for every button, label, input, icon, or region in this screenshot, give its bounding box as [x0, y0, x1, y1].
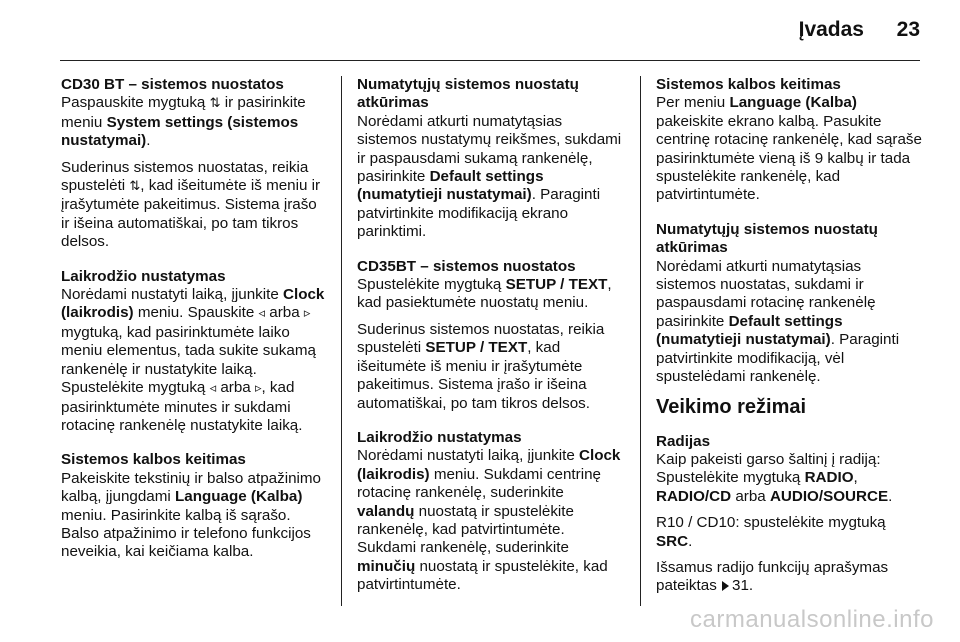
subheading: Radijas	[656, 432, 711, 450]
button-term: SRC	[656, 532, 689, 550]
column-middle	[357, 76, 625, 603]
page-number: 23	[896, 18, 920, 41]
paragraph: Sistemos kalbos keitimas Pakeiskite tekstinių ir balso atpažinimo kalbą, įjungdami Language (Kalba) meniu. Pasirinkite kalbą iš sąrašo. Balso atpažinimo ir telefono funkcijos neveikia, kai keičiama kalba.	[61, 451, 329, 561]
arrow-right-icon: ▹	[303, 306, 311, 322]
menu-term: Language (Kalba)	[174, 488, 303, 506]
paragraph: R10 / CD10: spustelėkite mygtuką SRC.	[656, 514, 886, 550]
arrow-right-icon: ▹	[254, 381, 262, 397]
menu-term: Language (Kalba)	[729, 94, 857, 112]
arrow-left-icon: ◃	[258, 306, 266, 322]
paragraph: Numatytųjų sistemos nuostatų atkūrimas Norėdami atkurti numatytąsias sistemos nustatymų reikšmes, sukdami ir paspausdami sukamą rankenėlę, pasirinkite Default settings (numatytieji nustatymai). Paraginti patvirtinkite modifikaciją ekrano parinktimi.	[357, 76, 625, 242]
column-right	[656, 76, 924, 604]
button-term: SETUP / TEXT	[505, 276, 608, 294]
paragraph: Suderinus sistemos nuostatas, reikia spustelėti ⇅, kad išeitumėte iš meniu ir įrašytumėte pakeitimus. Sistema įrašo ir išeina automatiškai, po tam tikros delsos.	[61, 158, 321, 251]
menu-term: Default settings (numatytieji nustatymai)	[357, 168, 544, 204]
menu-term: Default settings (numatytieji nustatymai)	[656, 312, 843, 349]
menu-term: Clock (laikrodis)	[61, 286, 325, 322]
paragraph: CD35BT – sistemos nuostatos Spustelėkite mygtuką SETUP / TEXT, kad pasiektumėte nuostatų meniu.	[357, 258, 625, 313]
paragraph: Laikrodžio nustatymas Norėdami nustatyti laiką, įjunkite Clock (laikrodis) meniu. Sukdami centrinę rotacinę rankenėlę, suderinkite valandų nuostatą ir spustelėkite rankenėlę, kad patvirtintumėte. Sukdami rankenėlę, suderinkite minučių nuostatą ir spustelėkite, kad patvirtintumėte.	[357, 429, 625, 595]
subheading: Laikrodžio nustatymas	[61, 267, 226, 285]
setup-button-icon: ⇅	[129, 179, 141, 195]
setup-button-icon: ⇅	[209, 96, 221, 112]
paragraph: Radijas Kaip pakeisti garso šaltinį į radiją: Spustelėkite mygtuką RADIO, RADIO/CD arba AUDIO/SOURCE.	[656, 433, 924, 507]
column-divider	[640, 76, 641, 606]
header-divider	[60, 60, 920, 61]
button-term: AUDIO/SOURCE	[769, 487, 889, 505]
subheading: Laikrodžio nustatymas	[357, 428, 522, 446]
page-title: Įvadas	[798, 18, 864, 41]
paragraph: Laikrodžio nustatymas Norėdami nustatyti laiką, įjunkite Clock (laikrodis) meniu. Spauskite ◃ arba ▹ mygtuką, kad pasirinktumėte laiko meniu elementus, tada sukite sukamą rankenėlę ir nustatykite laiką. Spustelėkite mygtuką ◃ arba ▹, kad pasirinktumėte minutes ir sukdami rotacinę rankenėlę nustatykite laiką.	[61, 268, 329, 436]
column-divider	[341, 76, 342, 606]
menu-term: Clock (laikrodis)	[357, 447, 621, 483]
subheading: Numatytųjų sistemos nuostatų atkūrimas	[656, 220, 878, 257]
subheading: CD30 BT – sistemos nuostatos	[61, 76, 284, 93]
subheading: CD35BT – sistemos nuostatos	[357, 257, 576, 275]
subheading: Numatytųjų sistemos nuostatų atkūrimas	[357, 76, 579, 112]
watermark: carmanualsonline.info	[690, 606, 934, 633]
menu-term: System settings (sistemos nustatymai)	[61, 113, 299, 150]
button-term: RADIO	[804, 469, 854, 487]
button-term: RADIO/CD	[656, 487, 732, 505]
page-header	[0, 0, 960, 62]
setting-term: valandų	[357, 502, 415, 520]
paragraph: Sistemos kalbos keitimas Per meniu Language (Kalba) pakeiskite ekrano kalbą. Pasukite centrinę rotacinę rankenėlę, kad sąraše pasirinktumėte vieną iš 9 kalbų ir tada spustelėkite rankenėlę, kad patvirtintumėte.	[656, 76, 924, 205]
paragraph: CD30 BT – sistemos nuostatos Paspauskite mygtuką ⇅ ir pasirinkite meniu System settings (sistemos nustatymai).	[61, 76, 329, 151]
subheading: Sistemos kalbos keitimas	[656, 76, 841, 93]
paragraph: Numatytųjų sistemos nuostatų atkūrimas Norėdami atkurti numatytąsias sistemos nuostatas, sukdami ir paspausdami rotacinę rankenėlę pasirinkite Default settings (numatytieji nustatymai). Paraginti patvirtinkite modifikaciją, vėl spustelėdami rankenėlę.	[656, 221, 924, 387]
page-reference-icon	[722, 581, 729, 591]
subheading: Sistemos kalbos keitimas	[61, 451, 246, 469]
paragraph: Išsamus radijo funkcijų aprašymas pateiktas 31.	[656, 558, 889, 595]
paragraph: Suderinus sistemos nuostatas, reikia spustelėti SETUP / TEXT, kad išeitumėte iš meniu ir įrašytumėte pakeitimus. Sistema įrašo ir išeina automatiškai, po tam tikros delsos.	[357, 320, 605, 412]
column-left	[61, 76, 329, 570]
arrow-left-icon: ◃	[209, 381, 217, 397]
button-term: SETUP / TEXT	[425, 339, 528, 357]
section-title: Veikimo režimai	[656, 395, 807, 418]
page-reference[interactable]: 31	[732, 577, 749, 595]
setting-term: minučių	[357, 557, 416, 575]
